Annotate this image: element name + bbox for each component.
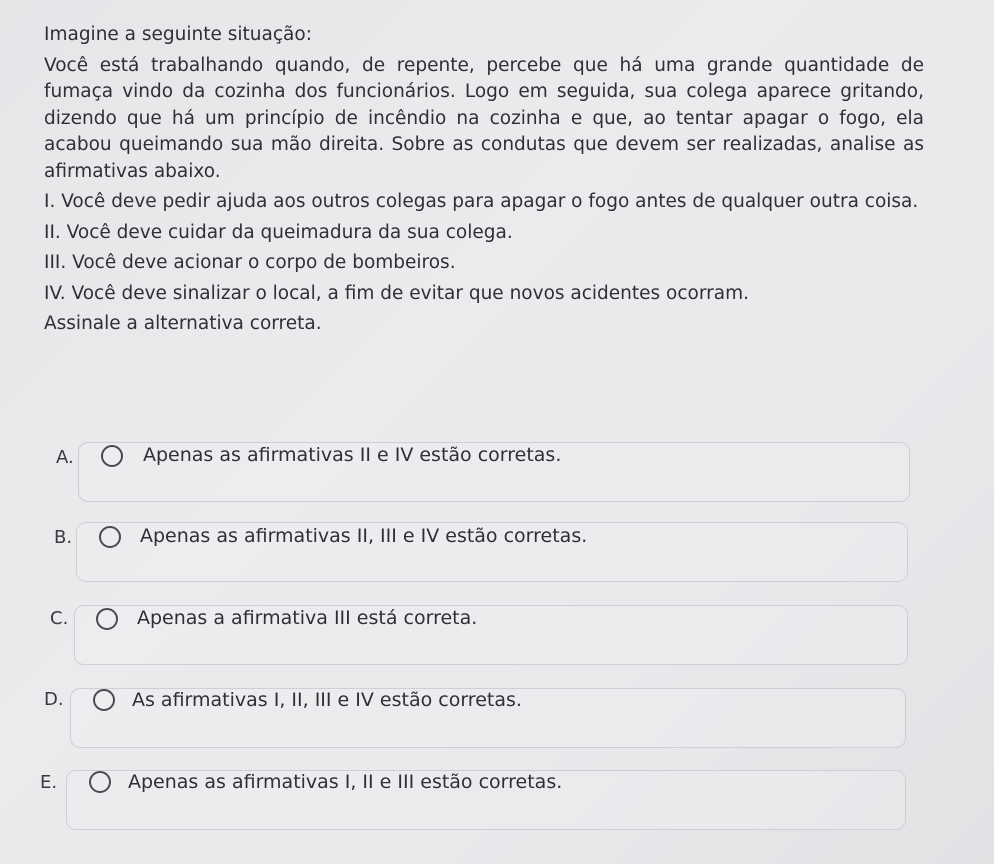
question-intro: Imagine a seguinte situação:	[44, 24, 312, 45]
option-e-text[interactable]: Apenas as afirmativas I, II e III estão corretas.	[128, 771, 563, 793]
statement-3: III. Você deve acionar o corpo de bombeiros.	[44, 252, 456, 273]
option-a-radio[interactable]	[101, 445, 123, 467]
question-scenario: Você está trabalhando quando, de repente, percebe que há uma grande quantidade de fumaça vindo da cozinha dos funcionários. Logo em seguida, sua colega aparece gritando, dizendo que há um princípio de incêndio na cozinha e que, ao tentar apagar o fogo, ela acabou queimando sua mão direita. Sobre as condutas que devem ser realizadas, analise as afirmativas abaixo.	[44, 54, 924, 182]
option-e-radio[interactable]	[89, 771, 111, 793]
option-b-letter: B.	[54, 527, 73, 548]
option-b-text[interactable]: Apenas as afirmativas II, III e IV estão corretas.	[140, 525, 588, 547]
statement-2: II. Você deve cuidar da queimadura da sua colega.	[44, 221, 513, 243]
option-e-letter: E.	[40, 772, 58, 793]
option-d-letter: D.	[44, 689, 64, 710]
option-c-letter: C.	[50, 608, 69, 629]
option-c-text[interactable]: Apenas a afirmativa III está correta.	[137, 607, 478, 629]
question-instruction: Assinale a alternativa correta.	[44, 313, 322, 334]
statement-1: I. Você deve pedir ajuda aos outros colegas para apagar o fogo antes de qualquer outra coisa.	[44, 191, 919, 212]
option-c-radio[interactable]	[96, 608, 118, 630]
statement-4: IV. Você deve sinalizar o local, a fim de evitar que novos acidentes ocorram.	[44, 282, 749, 304]
option-a-text[interactable]: Apenas as afirmativas II e IV estão corretas.	[143, 444, 562, 466]
option-a-letter: A.	[56, 447, 74, 468]
option-d-text[interactable]: As afirmativas I, II, III e IV estão corretas.	[132, 689, 522, 711]
option-b-radio[interactable]	[99, 526, 121, 548]
option-d-radio[interactable]	[93, 689, 115, 711]
